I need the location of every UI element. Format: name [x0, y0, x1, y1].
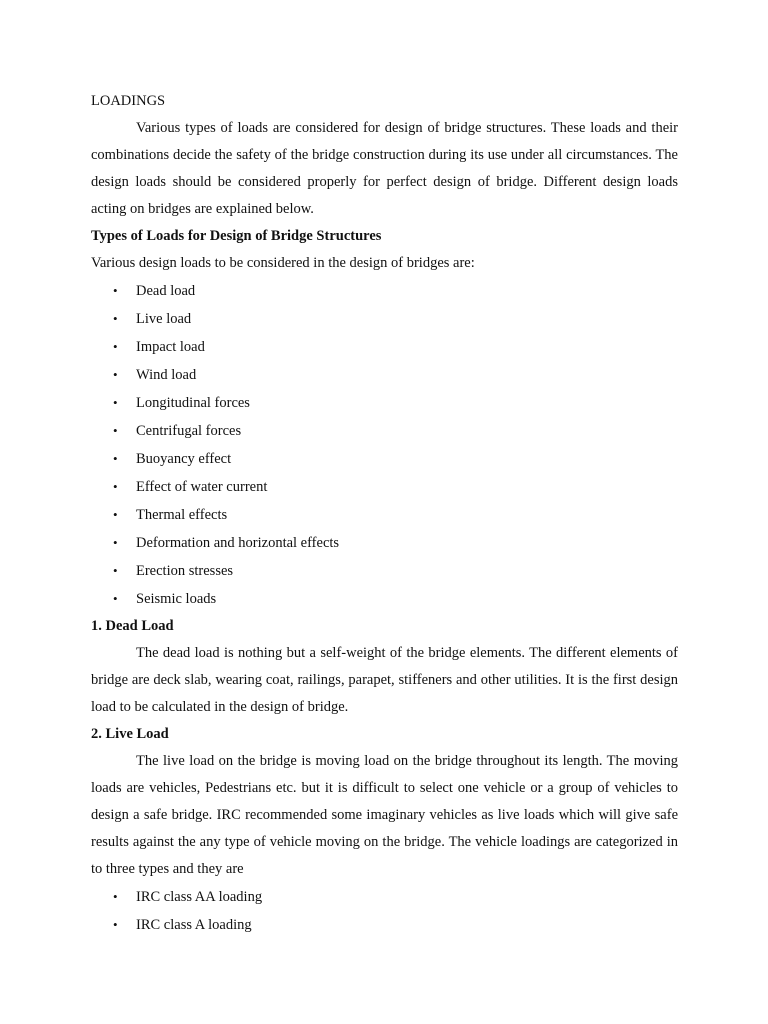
bullet-icon: •	[113, 367, 118, 382]
bullet-icon: •	[113, 283, 118, 298]
live-load-paragraph: The live load on the bridge is moving load on the bridge throughout its length. The moving loads are vehicles, Pedestrians etc. but it is difficult to select one vehicle or a group of vehicles to design a safe bridge. IRC recommended some imaginary vehicles as live loads which will give safe results against the any type of vehicle moving on the bridge. The vehicle loadings are categorized in to three types and they are	[91, 753, 678, 877]
bullet-icon: •	[113, 423, 118, 438]
list-item: • Deformation and horizontal effects	[91, 529, 678, 557]
list-item: • Thermal effects	[91, 501, 678, 529]
list-item: • Buoyancy effect	[91, 445, 678, 473]
list-item: • Wind load	[91, 361, 678, 389]
live-load-classes-list	[91, 883, 678, 939]
bullet-icon: •	[113, 889, 118, 904]
bullet-icon: •	[113, 507, 118, 522]
dead-load-heading: 1. Dead Load	[91, 618, 174, 634]
list-item: • Seismic loads	[91, 585, 678, 613]
list-item: • IRC class AA loading	[91, 883, 678, 911]
bullet-icon: •	[113, 479, 118, 494]
dead-load-paragraph: The dead load is nothing but a self-weight of the bridge elements. The different elements of bridge are deck slab, wearing coat, railings, parapet, stiffeners and other utilities. It is the first design load to be calculated in the design of bridge.	[91, 645, 678, 715]
live-load-heading: 2. Live Load	[91, 726, 169, 742]
load-types-list	[91, 277, 678, 613]
bullet-icon: •	[113, 451, 118, 466]
list-item: • IRC class A loading	[91, 911, 678, 939]
list-item: • Dead load	[91, 277, 678, 305]
types-lead-text: Various design loads to be considered in the design of bridges are:	[91, 255, 475, 271]
list-item: • Impact load	[91, 333, 678, 361]
bullet-icon: •	[113, 535, 118, 550]
bullet-icon: •	[113, 339, 118, 354]
bullet-icon: •	[113, 563, 118, 578]
list-item: • Erection stresses	[91, 557, 678, 585]
list-item: • Centrifugal forces	[91, 417, 678, 445]
list-item: • Effect of water current	[91, 473, 678, 501]
bullet-icon: •	[113, 591, 118, 606]
document-page	[91, 88, 678, 939]
bullet-icon: •	[113, 395, 118, 410]
intro-paragraph: Various types of loads are considered for design of bridge structures. These loads and their combinations decide the safety of the bridge construction during its use under all circumstances. The design loads should be considered properly for perfect design of bridge. Different design loads acting on bridges are explained below.	[91, 120, 678, 217]
types-heading: Types of Loads for Design of Bridge Structures	[91, 228, 382, 244]
document-title: LOADINGS	[91, 93, 166, 109]
list-item: • Longitudinal forces	[91, 389, 678, 417]
bullet-icon: •	[113, 917, 118, 932]
list-item: • Live load	[91, 305, 678, 333]
bullet-icon: •	[113, 311, 118, 326]
